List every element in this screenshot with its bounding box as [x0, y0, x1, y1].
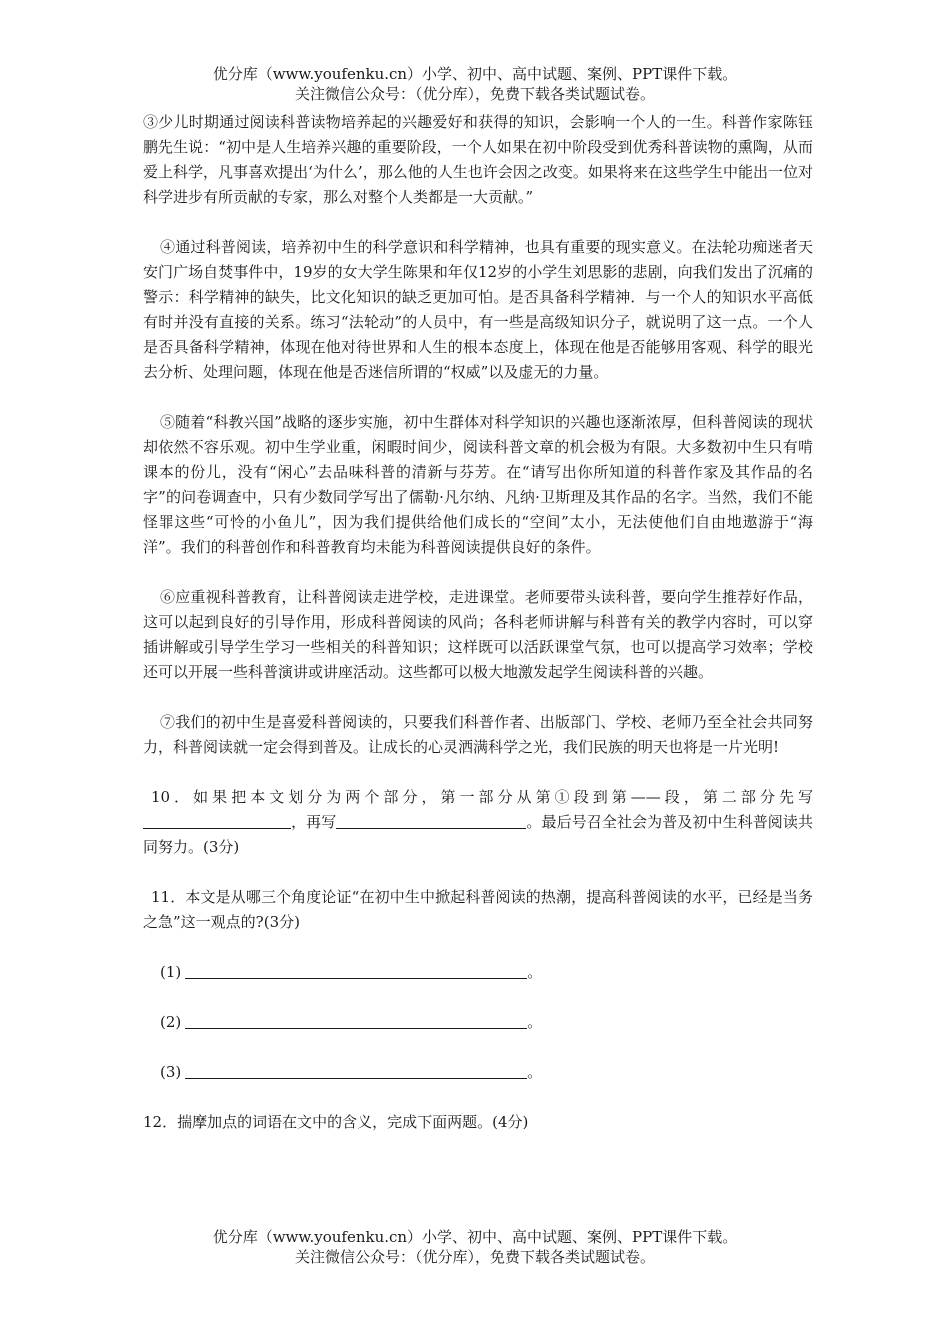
paragraph-5: ⑤随着“科教兴国”战略的逐步实施，初中生群体对科学知识的兴趣也逐渐浓厚，但科普阅读的现状却依然不容乐观。初中生学业重，闲暇时间少，阅读科普文章的机会极为有限。大多数初中生只有啃课本的份儿，没有“闲心”去品味科普的清新与芬芳。在“请写出你所知道的科普作家及其作品的名字”的问卷调查中，只有少数同学写出了儒勒·凡尔纳、凡纳·卫斯理及其作品的名字。当然，我们不能怪罪这些“可怜的小鱼儿”，因为我们提供给他们成长的“空间”太小，无法使他们自由地遨游于“海洋”。我们的科普创作和科普教育均未能为科普阅读提供良好的条件。 — [143, 413, 813, 556]
question-11-answer-1 — [160, 960, 813, 985]
question-10-part3: 。最后号召全社会为普及初中生科普阅读共同努力。(3分) — [143, 813, 813, 856]
answer-3-end: 。 — [527, 1063, 543, 1081]
paragraph-4: ④通过科普阅读，培养初中生的科学意识和科学精神，也具有重要的现实意义。在法轮功痴迷者天安门广场自焚事件中，19岁的女大学生陈果和年仅12岁的小学生刘思影的悲剧，向我们发出了沉痛的警示：科学精神的缺失，比文化知识的缺乏更加可怕。是否具备科学精神．与一个人的知识水平高低有时并没有直接的关系。练习“法轮动”的人员中，有一些是高级知识分子，就说明了这一点。一个人是否具备科学精神，体现在他对待世界和人生的根本态度上，体现在他是否能够用客观、科学的眼光去分析、处理问题，体现在他是否迷信所谓的“权威”以及虚无的力量。 — [143, 238, 813, 381]
answer-1-label: (1) — [160, 963, 182, 981]
answer-3-label: (3) — [160, 1063, 182, 1081]
answer-1-end: 。 — [527, 963, 543, 981]
paragraph-7: ⑦我们的初中生是喜爱科普阅读的，只要我们科普作者、出版部门、学校、老师乃至全社会共同努力，科普阅读就一定会得到普及。让成长的心灵洒满科学之光，我们民族的明天也将是一片光明! — [143, 713, 813, 756]
answer-3-blank[interactable] — [185, 1062, 527, 1079]
question-11: 11．本文是从哪三个角度论证“在初中生中掀起科普阅读的热潮，提高科普阅读的水平，已经是当务之急”这一观点的?(3分) — [143, 888, 813, 931]
answer-2-blank[interactable] — [185, 1012, 527, 1029]
paragraph-6: ⑥应重视科普教育，让科普阅读走进学校，走进课堂。老师要带头读科普，要向学生推荐好作品，这可以起到良好的引导作用，形成科普阅读的风尚；各科老师讲解与科普有关的教学内容时，可以穿插讲解或引导学生学习一些相关的科普知识；这样既可以活跃课堂气氛，也可以提高学习效率；学校还可以开展一些科普演讲或讲座活动。这些都可以极大地激发起学生阅读科普的兴趣。 — [143, 588, 813, 681]
question-12: 12．揣摩加点的词语在文中的含义，完成下面两题。(4分) — [143, 1113, 529, 1131]
page-footer — [0, 1227, 950, 1267]
question-10-part2: ，再写 — [291, 813, 337, 831]
answer-2-end: 。 — [527, 1013, 543, 1031]
question-10-blank-2[interactable] — [336, 812, 526, 829]
question-10-part1: 10．如果把本文划分为两个部分，第一部分从第①段到第——段，第二部分先写 — [151, 788, 813, 806]
answer-2-label: (2) — [160, 1013, 182, 1031]
document-body — [143, 110, 813, 1135]
page-header — [0, 64, 950, 104]
question-10-blank-1[interactable] — [143, 812, 291, 829]
paragraph-3: ③少儿时期通过阅读科普读物培养起的兴趣爱好和获得的知识，会影响一个人的一生。科普作家陈钰鹏先生说：“初中是人生培养兴趣的重要阶段，一个人如果在初中阶段受到优秀科普读物的熏陶，从而爱上科学，凡事喜欢提出‘为什么’，那么他的人生也许会因之改变。如果将来在这些学生中能出一位对科学进步有所贡献的专家，那么对整个人类都是一大贡献。” — [143, 113, 813, 206]
answer-1-blank[interactable] — [185, 962, 527, 979]
footer-line-1: 优分库（www.youfenku.cn）小学、初中、高中试题、案例、PPT课件下载。 — [212, 1228, 738, 1246]
header-line-1: 优分库（www.youfenku.cn）小学、初中、高中试题、案例、PPT课件下载。 — [212, 65, 738, 83]
question-11-answer-3 — [160, 1060, 813, 1085]
question-10 — [143, 785, 813, 860]
footer-line-2: 关注微信公众号：（优分库），免费下载各类试题试卷。 — [294, 1248, 655, 1266]
question-11-answer-2 — [160, 1010, 813, 1035]
header-line-2: 关注微信公众号：（优分库），免费下载各类试题试卷。 — [294, 85, 655, 103]
